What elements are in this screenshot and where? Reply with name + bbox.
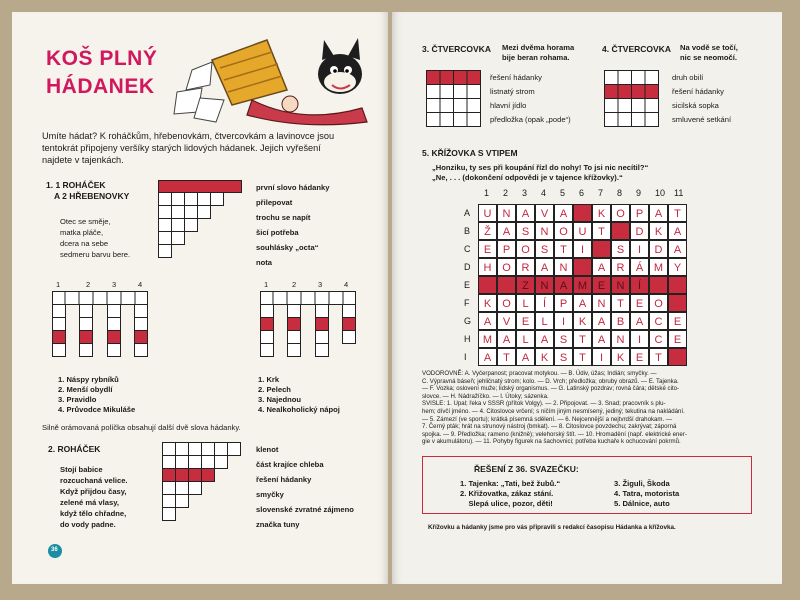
crossword-cell-G6[interactable]: K	[573, 312, 592, 330]
crossword-cell-C1[interactable]: E	[478, 240, 497, 258]
crossword-cell-A2[interactable]: N	[497, 204, 516, 222]
comb-left-clue-3: 3. Pravidlo	[58, 395, 97, 404]
crossword-cell-G1[interactable]: A	[478, 312, 497, 330]
left-page	[12, 12, 388, 584]
crossword-cell-H3[interactable]: L	[516, 330, 535, 348]
solution-right-1: 3. Žiguli, Škoda	[614, 479, 670, 488]
comb-left-num-1: 1	[56, 280, 61, 289]
comb-right-grid[interactable]	[260, 291, 356, 363]
legend-line-1: VODOROVNĚ: A. Vyčerpanost; pracovat motykou. — B. Údiv, úžas; Indián; smyčky. —	[422, 370, 657, 377]
crossword-cell-F10[interactable]: O	[649, 294, 668, 312]
crossword-cell-E11[interactable]	[668, 276, 687, 294]
puzzle4-riddle-2: nic se neomočí.	[680, 53, 737, 62]
crossword-cell-H4[interactable]: A	[535, 330, 554, 348]
comb-right-num-1: 1	[264, 280, 269, 289]
crossword-col-7: 7	[598, 188, 604, 198]
puzzle4-clue-1: druh obilí	[672, 73, 704, 82]
puzzle3-riddle-1: Mezi dvěma horama	[502, 43, 575, 52]
crossword-cell-D9[interactable]: Á	[630, 258, 649, 276]
crossword-cell-F3[interactable]: L	[516, 294, 535, 312]
crossword-cell-D4[interactable]: A	[535, 258, 554, 276]
puzzle5-quote2: „Ne, . . . (dokončení odpovědi je v tajence křížovky).“	[432, 173, 623, 182]
crossword-cell-C8[interactable]: S	[611, 240, 630, 258]
crossword-cell-B4[interactable]: N	[535, 222, 554, 240]
comb-right-num-4: 4	[344, 280, 349, 289]
crossword-cell-I4[interactable]: K	[535, 348, 554, 366]
puzzle4-clue-3: sicilská sopka	[672, 101, 719, 110]
puzzle3-clue-4: předložka (opak „pode“)	[490, 115, 571, 124]
right-page	[392, 12, 782, 584]
crossword-cell-F5[interactable]: P	[554, 294, 573, 312]
crossword-cell-G10[interactable]: C	[649, 312, 668, 330]
page-title-line2: HÁDANEK	[46, 75, 155, 98]
crossword-cell-C11[interactable]: A	[668, 240, 687, 258]
comb-left-clue-1: 1. Náspy rybníků	[58, 375, 119, 384]
crossword-cell-E2[interactable]	[497, 276, 516, 294]
crossword-cell-D3[interactable]: R	[516, 258, 535, 276]
puzzle5-quote1: „Honziku, ty ses při koupání řízl do nohy! To jsi nic necítil?“	[432, 163, 649, 172]
legend-line-10: gie v akumulátoru). — 11. Pohyby figurek na šachovnici; potřeba kuchaře k ochucování pokrmů.	[422, 438, 681, 446]
puzzle2-riddle-3: Když přijdou časy,	[60, 487, 127, 496]
crossword-cell-H11[interactable]: E	[668, 330, 687, 348]
puzzle4-clue-2: řešení hádanky	[672, 87, 724, 96]
legend-line-8: 7. Černý pták; hrát na strunový nástroj (bmkat). — 8. Citoslovce povzdechu; zakrývat; záporná	[422, 423, 677, 431]
crossword-col-9: 9	[636, 188, 642, 198]
page-title-line1: KOŠ PLNÝ	[46, 47, 158, 70]
intro-line2: tentokrát připojeny veršíky starých lidových hádanek. Jejich vyřešení	[42, 143, 321, 153]
crossword-cell-I8[interactable]: K	[611, 348, 630, 366]
crossword-cell-F1[interactable]: K	[478, 294, 497, 312]
puzzle2-riddle-1: Stojí babice	[60, 465, 103, 474]
cat-mascot-illustration	[172, 30, 382, 130]
puzzle1-riddle-3: dcera na sebe	[60, 239, 109, 248]
comb-left-clue-4: 4. Průvodce Mikuláše	[58, 405, 136, 414]
comb-left-num-3: 3	[112, 280, 117, 289]
legend-line-7: — 5. Zámezí (ve sportu); krátká písemná sdělení. — 6. Nejcennější a nejtvrdší drahokam. —	[422, 415, 672, 423]
crossword-cell-E7[interactable]: E	[592, 276, 611, 294]
intro-line3: najdete v tajenkách.	[42, 155, 124, 165]
crossword-col-4: 4	[541, 188, 547, 198]
puzzle5-heading: 5. KŘÍŽOVKA S VTIPEM	[422, 148, 518, 158]
crossword-cell-B11[interactable]: A	[668, 222, 687, 240]
crossword-col-2: 2	[503, 188, 509, 198]
comb-right-num-3: 3	[318, 280, 323, 289]
crossword-cell-E6[interactable]: M	[573, 276, 592, 294]
crossword-cell-F11[interactable]	[668, 294, 687, 312]
crossword-row-A: A	[464, 208, 471, 218]
puzzle2-riddle-2: rozcuchaná velice.	[60, 476, 128, 485]
crossword-cell-G5[interactable]: I	[554, 312, 573, 330]
crossword-cell-B9[interactable]: D	[630, 222, 649, 240]
crossword-col-10: 10	[655, 188, 666, 198]
crossword-cell-I10[interactable]: T	[649, 348, 668, 366]
puzzle4-riddle-1: Na vodě se točí,	[680, 43, 738, 52]
crossword-cell-D8[interactable]: R	[611, 258, 630, 276]
crossword-cell-A1[interactable]: U	[478, 204, 497, 222]
crossword-cell-H9[interactable]: I	[630, 330, 649, 348]
comb-right-clue-1: 1. Krk	[258, 375, 280, 384]
crossword-cell-I5[interactable]: S	[554, 348, 573, 366]
crossword-cell-F8[interactable]: T	[611, 294, 630, 312]
crossword-cell-C4[interactable]: S	[535, 240, 554, 258]
crossword-cell-D7[interactable]: A	[592, 258, 611, 276]
solution-left-3: Slepá ulice, pozor, děti!	[460, 499, 553, 508]
crossword-col-11: 11	[674, 188, 684, 198]
crossword-cell-B5[interactable]: O	[554, 222, 573, 240]
comb-left-grid[interactable]	[52, 291, 148, 363]
crossword-col-3: 3	[522, 188, 528, 198]
puzzle2-riddle-6: do vody padne.	[60, 520, 116, 529]
puzzle2-grid[interactable]	[162, 442, 241, 521]
crossword-cell-D11[interactable]: Y	[668, 258, 687, 276]
crossword-cell-I7[interactable]: I	[592, 348, 611, 366]
crossword-cell-D6[interactable]	[573, 258, 592, 276]
puzzle4-clue-4: smluvené setkání	[672, 115, 732, 124]
crossword-cell-C9[interactable]: I	[630, 240, 649, 258]
crossword-cell-A10[interactable]: A	[649, 204, 668, 222]
crossword-cell-C6[interactable]: I	[573, 240, 592, 258]
puzzle2-riddle-5: když tělo chřadne,	[60, 509, 127, 518]
crossword-cell-D5[interactable]: N	[554, 258, 573, 276]
puzzle3-clue-1: řešení hádanky	[490, 73, 542, 82]
puzzle1-riddle-1: Otec se směje,	[60, 217, 111, 226]
crossword-cell-D1[interactable]: H	[478, 258, 497, 276]
crossword-cell-G4[interactable]: L	[535, 312, 554, 330]
comb-right-clue-3: 3. Najednou	[258, 395, 302, 404]
puzzle3-clue-2: listnatý strom	[490, 87, 535, 96]
crossword-row-G: G	[464, 316, 472, 326]
crossword-cell-B1[interactable]: Ž	[478, 222, 497, 240]
crossword-cell-A8[interactable]: O	[611, 204, 630, 222]
comb-left-num-4: 4	[138, 280, 143, 289]
crossword-cell-E3[interactable]: Z	[516, 276, 535, 294]
crossword-cell-I6[interactable]: T	[573, 348, 592, 366]
comb-right-clue-4: 4. Nealkoholický nápoj	[258, 405, 340, 414]
crossword-row-E: E	[464, 280, 471, 290]
solution-right-2: 4. Tatra, motorista	[614, 489, 680, 498]
crossword-cell-I2[interactable]: T	[497, 348, 516, 366]
puzzle1-riddle-4: sedmeru barvu bere.	[60, 250, 131, 259]
puzzle2-clue-4: smyčky	[256, 490, 284, 499]
crossword-cell-E4[interactable]: N	[535, 276, 554, 294]
crossword-cell-H1[interactable]: M	[478, 330, 497, 348]
comb-left-clue-2: 2. Menší obydlí	[58, 385, 113, 394]
legend-line-9: spojka. — 9. Předložka; rameno (knižně); velehorský štít. — 10. Hromadění (např. elektrické ener-	[422, 430, 687, 438]
puzzle1-clue-2: přilepovat	[256, 198, 293, 207]
puzzle2-heading: 2. ROHÁČEK	[48, 444, 101, 454]
crossword-row-D: D	[464, 262, 471, 272]
crossword-cell-B10[interactable]: K	[649, 222, 668, 240]
crossword-cell-G3[interactable]: E	[516, 312, 535, 330]
puzzle3-grid[interactable]	[426, 70, 482, 130]
crossword-cell-H2[interactable]: A	[497, 330, 516, 348]
crossword-cell-A9[interactable]: P	[630, 204, 649, 222]
puzzle1-clue-3: trochu se napít	[256, 213, 311, 222]
crossword-cell-A5[interactable]: A	[554, 204, 573, 222]
crossword-cell-F4[interactable]: Í	[535, 294, 554, 312]
crossword-cell-E1[interactable]	[478, 276, 497, 294]
puzzle1-heading1: 1. 1 ROHÁČEK	[46, 180, 106, 190]
crossword-row-letters	[464, 204, 476, 366]
crossword-cell-C5[interactable]: T	[554, 240, 573, 258]
puzzle4-heading: 4. ČTVERCOVKA	[602, 44, 671, 54]
crossword-cell-I9[interactable]: E	[630, 348, 649, 366]
crossword-cell-I3[interactable]: A	[516, 348, 535, 366]
crossword-row-I: I	[464, 352, 467, 362]
puzzle1-clue-1: první slovo hádanky	[256, 183, 330, 192]
crossword-col-8: 8	[617, 188, 623, 198]
crossword-cell-F9[interactable]: E	[630, 294, 649, 312]
crossword-cell-A11[interactable]: T	[668, 204, 687, 222]
crossword-cell-G8[interactable]: B	[611, 312, 630, 330]
solution-title: ŘEŠENÍ Z 36. SVAZEČKU:	[474, 464, 579, 474]
crossword-cell-A7[interactable]: K	[592, 204, 611, 222]
crossword-cell-C3[interactable]: O	[516, 240, 535, 258]
crossword-cell-E10[interactable]	[649, 276, 668, 294]
crossword-legend	[422, 370, 768, 446]
comb-left-num-2: 2	[86, 280, 91, 289]
comb-right-num-2: 2	[292, 280, 297, 289]
puzzle3-clue-3: hlavní jídlo	[490, 101, 527, 110]
footer-credit: Křížovku a hádanky jsme pro vás připravili s redakcí časopisu Hádanka a křížovka.	[428, 524, 676, 531]
crossword-row-F: F	[464, 298, 470, 308]
page-number: 36	[51, 547, 58, 553]
puzzle2-clue-2: část krajíce chleba	[256, 460, 324, 469]
crossword-cell-B3[interactable]: S	[516, 222, 535, 240]
crossword-cell-B2[interactable]: A	[497, 222, 516, 240]
puzzle1-clue-5: souhlásky „octa“	[256, 243, 319, 252]
crossword-cell-C7[interactable]	[592, 240, 611, 258]
crossword-cell-F2[interactable]: O	[497, 294, 516, 312]
puzzle3-heading: 3. ČTVERCOVKA	[422, 44, 491, 54]
crossword-cell-A3[interactable]: A	[516, 204, 535, 222]
puzzle1-clue-4: šicí potřeba	[256, 228, 299, 237]
crossword-cell-G11[interactable]: E	[668, 312, 687, 330]
crossword-col-6: 6	[579, 188, 585, 198]
bold-cells-note: Silně orámovaná políčka obsahují další dvě slova hádanky.	[42, 423, 241, 432]
crossword-cell-C2[interactable]: P	[497, 240, 516, 258]
comb-right-clue-2: 2. Pelech	[258, 385, 291, 394]
crossword-row-H: H	[464, 334, 471, 344]
legend-line-2: C. Výpravná báseň; jehličnatý strom; kolo. — D. Vrch; předložka; obruby obrazů. — E. Tajenka.	[422, 377, 679, 385]
crossword-column-numbers	[478, 188, 688, 200]
crossword-cell-H6[interactable]: T	[573, 330, 592, 348]
legend-line-6: hem; dívčí jméno. — 4. Citoslovce vrčení; s ničím jiným nesmísený, jediný; tekutina na nakládání.	[422, 407, 685, 415]
puzzle3-riddle-2: bije beran rohama.	[502, 53, 570, 62]
puzzle4-grid[interactable]	[604, 70, 660, 130]
crossword-grid[interactable]	[478, 204, 687, 366]
crossword-cell-E5[interactable]: A	[554, 276, 573, 294]
crossword-cell-G7[interactable]: A	[592, 312, 611, 330]
crossword-cell-B6[interactable]: U	[573, 222, 592, 240]
crossword-cell-D2[interactable]: O	[497, 258, 516, 276]
puzzle2-clue-3: řešení hádanky	[256, 475, 312, 484]
puzzle2-riddle-4: zelené má vlasy,	[60, 498, 119, 507]
crossword-row-C: C	[464, 244, 471, 254]
legend-line-4: slovce. — H. Nádražíčko. — I. Útoky; sázenka.	[422, 392, 549, 400]
crossword-cell-A6[interactable]	[573, 204, 592, 222]
puzzle1-grid[interactable]	[158, 180, 242, 258]
legend-line-5: SVISLE: 1. Upal; řeka v SSSR (přítok Volgy). — 2. Připojovat. — 3. Snad; pracovník s plu-	[422, 400, 666, 408]
crossword-cell-H8[interactable]: N	[611, 330, 630, 348]
crossword-col-5: 5	[560, 188, 566, 198]
intro-line1: Umíte hádat? K roháčkům, hřebenovkám, čtvercovkám a lavinovce jsou	[42, 131, 335, 141]
crossword-cell-B7[interactable]: T	[592, 222, 611, 240]
crossword-col-1: 1	[484, 188, 490, 198]
crossword-row-B: B	[464, 226, 471, 236]
puzzle2-clue-6: značka tuny	[256, 520, 300, 529]
puzzle1-clue-6: nota	[256, 258, 273, 267]
puzzle2-clue-1: klenot	[256, 445, 279, 454]
puzzle1-heading2: A 2 HŘEBENOVKY	[54, 191, 130, 201]
crossword-cell-H7[interactable]: A	[592, 330, 611, 348]
crossword-cell-H5[interactable]: S	[554, 330, 573, 348]
crossword-cell-I11[interactable]	[668, 348, 687, 366]
crossword-cell-H10[interactable]: C	[649, 330, 668, 348]
crossword-cell-E8[interactable]: N	[611, 276, 630, 294]
crossword-cell-A4[interactable]: V	[535, 204, 554, 222]
crossword-cell-F6[interactable]: A	[573, 294, 592, 312]
crossword-cell-C10[interactable]: D	[649, 240, 668, 258]
legend-line-3: — F. Vozka; oslovení muže; lidský organismus. — G. Latinský pozdrav; rovná čára; dětské cito-	[422, 385, 680, 393]
puzzle1-riddle-2: matka pláče,	[60, 228, 104, 237]
puzzle2-clue-5: slovenské zvratné zájmeno	[256, 505, 354, 514]
crossword-cell-B8[interactable]	[611, 222, 630, 240]
crossword-cell-G2[interactable]: V	[497, 312, 516, 330]
crossword-cell-I1[interactable]: A	[478, 348, 497, 366]
solution-right-3: 5. Dálnice, auto	[614, 499, 670, 508]
crossword-cell-D10[interactable]: M	[649, 258, 668, 276]
crossword-cell-E9[interactable]: Í	[630, 276, 649, 294]
solution-left-1: 1. Tajenka: „Tati, bež žubů.“	[460, 479, 561, 488]
crossword-cell-F7[interactable]: N	[592, 294, 611, 312]
crossword-cell-G9[interactable]: A	[630, 312, 649, 330]
solution-left-2: 2. Křižovatka, zákaz stání.	[460, 489, 554, 498]
